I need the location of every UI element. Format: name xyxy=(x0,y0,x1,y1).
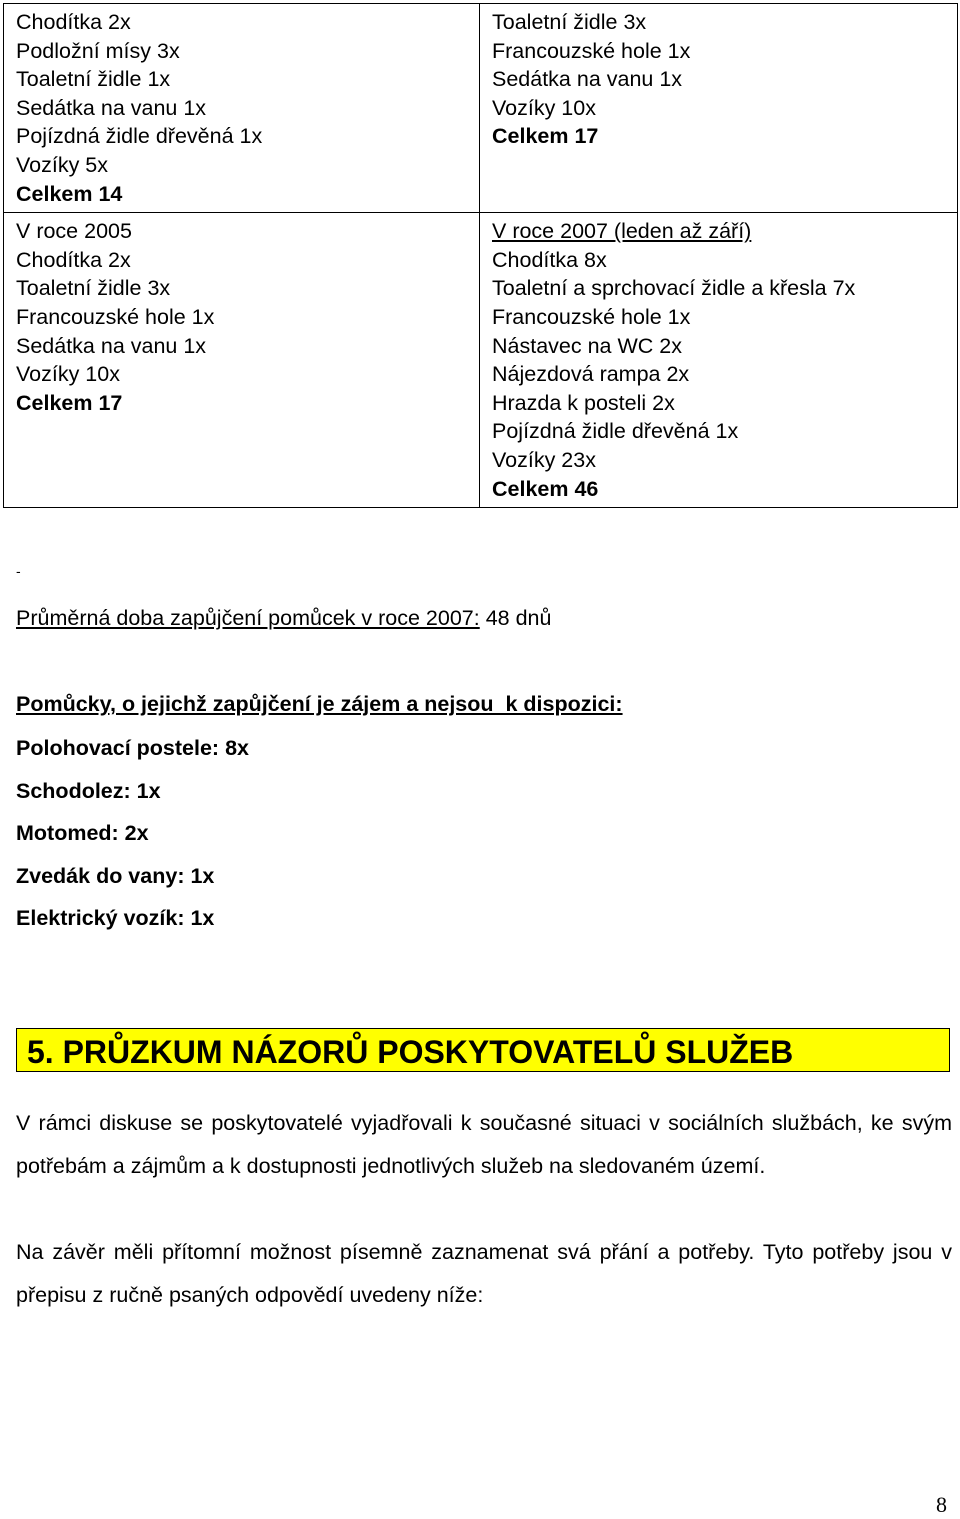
list-item: Chodítka 2x xyxy=(16,247,131,272)
list-item: Motomed: 2x xyxy=(16,821,149,846)
list-item: Vozíky 10x xyxy=(492,95,596,120)
aids-table xyxy=(3,3,958,508)
list-item: Polohovací postele: 8x xyxy=(16,736,249,760)
list-item: Pojízdná židle dřevěná 1x xyxy=(492,419,739,444)
table-row xyxy=(4,213,958,508)
list-item: Chodítka 2x xyxy=(16,10,131,34)
page-number: 8 xyxy=(936,1492,947,1517)
year-heading: V roce 2007 (leden až září) xyxy=(492,219,752,244)
table-cell-left-top xyxy=(4,4,480,213)
dash-mark: - xyxy=(16,563,21,579)
list-item: Nájezdová rampa 2x xyxy=(492,362,690,387)
list-item: Zvedák do vany: 1x xyxy=(16,863,215,888)
table-cell-right-bottom xyxy=(480,213,958,508)
average-loan-duration xyxy=(16,606,551,631)
list-item: Sedátka na vanu 1x xyxy=(16,333,207,358)
list-item: Sedátka na vanu 1x xyxy=(16,95,207,120)
list-item: Toaletní židle 3x xyxy=(16,276,171,301)
table-cell-left-bottom xyxy=(4,213,480,508)
list-item: Hrazda k posteli 2x xyxy=(492,390,675,415)
list-item: Podložní mísy 3x xyxy=(16,38,180,63)
list-item: Francouzské hole 1x xyxy=(16,304,215,329)
list-item: Toaletní židle 3x xyxy=(492,10,647,34)
table-row xyxy=(4,4,958,213)
list-item: Toaletní židle 1x xyxy=(16,67,171,92)
aids-list xyxy=(16,734,249,947)
list-item: Pojízdná židle dřevěná 1x xyxy=(16,124,263,149)
list-item: Francouzské hole 1x xyxy=(492,304,691,329)
year-heading: V roce 2005 xyxy=(16,219,132,244)
list-item: Francouzské hole 1x xyxy=(492,38,691,63)
list-item: Schodolez: 1x xyxy=(16,778,161,803)
list-item: Nástavec na WC 2x xyxy=(492,333,682,358)
paragraph: Na závěr měli přítomní možnost písemně zaznamenat svá přání a potřeby. Tyto potřeby jsou v přepisu z ručně psaných odpovědí uvedeny níže: xyxy=(16,1240,952,1307)
average-value: 48 dnů xyxy=(479,606,552,630)
total-label: Celkem 46 xyxy=(492,476,599,501)
section-heading-box xyxy=(16,1028,950,1072)
list-item: Elektrický vozík: 1x xyxy=(16,906,215,931)
paragraph: V rámci diskuse se poskytovatelé vyjadřovali k současné situaci v sociálních službách, ke svým potřebám a zájmům a k dostupnosti jednotlivých služeb na sledovaném území. xyxy=(16,1111,952,1178)
average-label: Průměrná doba zapůjčení pomůcek v roce 2007: xyxy=(16,606,480,630)
list-item: Vozíky 10x xyxy=(16,362,120,387)
list-item: Chodítka 8x xyxy=(492,247,607,272)
total-label: Celkem 17 xyxy=(16,390,123,415)
list-item: Vozíky 5x xyxy=(16,152,109,177)
list-item: Vozíky 23x xyxy=(492,447,596,472)
list-item: Sedátka na vanu 1x xyxy=(492,67,683,92)
aids-heading: Pomůcky, o jejichž zapůjčení je zájem a nejsou k dispozici: xyxy=(16,692,623,716)
list-item: Toaletní a sprchovací židle a křesla 7x xyxy=(492,276,856,301)
table-cell-right-top xyxy=(480,4,958,213)
section-title: 5. PRŮZKUM NÁZORŮ POSKYTOVATELŮ SLUŽEB xyxy=(27,1034,794,1070)
total-label: Celkem 14 xyxy=(16,181,123,206)
total-label: Celkem 17 xyxy=(492,124,599,149)
